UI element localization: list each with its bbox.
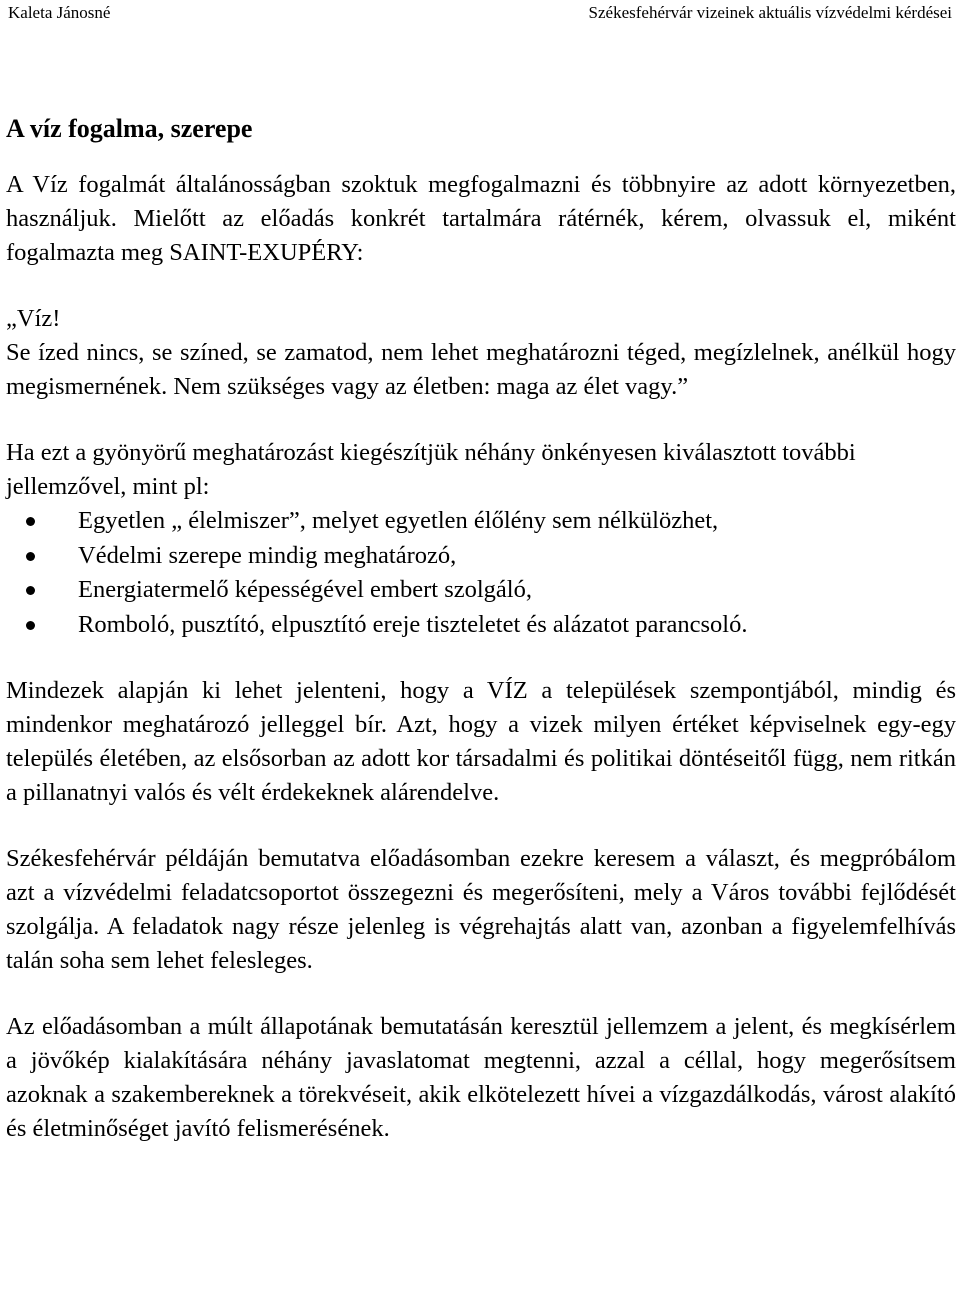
header-title: Székesfehérvár vizeinek aktuális vízvédelmi kérdései bbox=[588, 3, 952, 22]
list-item-text: Romboló, pusztító, elpusztító ereje tiszteletet és alázatot parancsoló. bbox=[78, 610, 748, 638]
header-author: Kaleta Jánosné bbox=[8, 3, 111, 22]
body-paragraph: Az előadásomban a múlt állapotának bemutatásán keresztül jellemzem a jelent, és megkísérlem a jövőkép kialakítására néhány javaslatomat megtenni, azzal a céllal, hogy megerősítsem azoknak a szakembereknek a törekvéseit, akik elkötelezett hívei a vízgazdálkodás, várost alakító és életminőséget javító felismerésének. bbox=[6, 1013, 956, 1142]
body-paragraph: Mindezek alapján ki lehet jelenteni, hogy a VÍZ a települések szempontjából, mindig és mindenkor meghatározó jelleggel bír. Azt, hogy a vizek milyen értéket képviselnek egy-egy település életében, az elsősorban az adott kor társadalmi és politikai döntéseitől függ, nem ritkán a pillanatnyi valós és vélt érdekeknek alárendelve. bbox=[6, 677, 956, 806]
list-item-text: Védelmi szerepe mindig meghatározó, bbox=[78, 541, 457, 569]
quote-body: Se ízed nincs, se színed, se zamatod, nem lehet meghatározni téged, megízlelnek, anélkül hogy megismernének. Nem szükséges vagy az életben: maga az élet vagy.” bbox=[6, 339, 956, 400]
list-item-text: Egyetlen „ élelmiszer”, melyet egyetlen élőlény sem nélkülözhet, bbox=[78, 507, 719, 534]
document-body bbox=[6, 110, 956, 1146]
quote-opening: „Víz! bbox=[6, 305, 61, 332]
list-item bbox=[6, 573, 956, 608]
bullet-list bbox=[6, 504, 956, 642]
bullet-icon bbox=[26, 552, 35, 561]
quote bbox=[6, 302, 956, 404]
bullet-icon bbox=[26, 517, 35, 526]
list-item bbox=[6, 539, 956, 574]
list-intro: Ha ezt a gyönyörű meghatározást kiegészítjük néhány önkényesen kiválasztott további jellemzővel, mint pl: bbox=[6, 439, 856, 500]
section-heading: A víz fogalma, szerepe bbox=[6, 114, 253, 143]
list-item bbox=[6, 504, 956, 539]
list-item-text: Energiatermelő képességével embert szolgáló, bbox=[78, 576, 532, 603]
list-item bbox=[6, 608, 956, 643]
bullet-icon bbox=[26, 621, 35, 630]
intro-paragraph: A Víz fogalmát általánosságban szoktuk megfogalmazni és többnyire az adott környezetben, használjuk. Mielőtt az előadás konkrét tartalmára rátérnék, kérem, olvassuk el, miként fogalmazta meg SAINT-EXUPÉRY: bbox=[6, 171, 956, 266]
body-paragraph: Székesfehérvár példáján bemutatva előadásomban ezekre keresem a választ, és megpróbálom azt a vízvédelmi feladatcsoportot összegezni és megerősíteni, mely a Város további fejlődését szolgálja. A feladatok nagy része jelenleg is végrehajtás alatt van, azonban a figyelemfelhívás talán soha sem lehet felesleges. bbox=[6, 845, 956, 974]
bullet-icon bbox=[26, 586, 35, 595]
